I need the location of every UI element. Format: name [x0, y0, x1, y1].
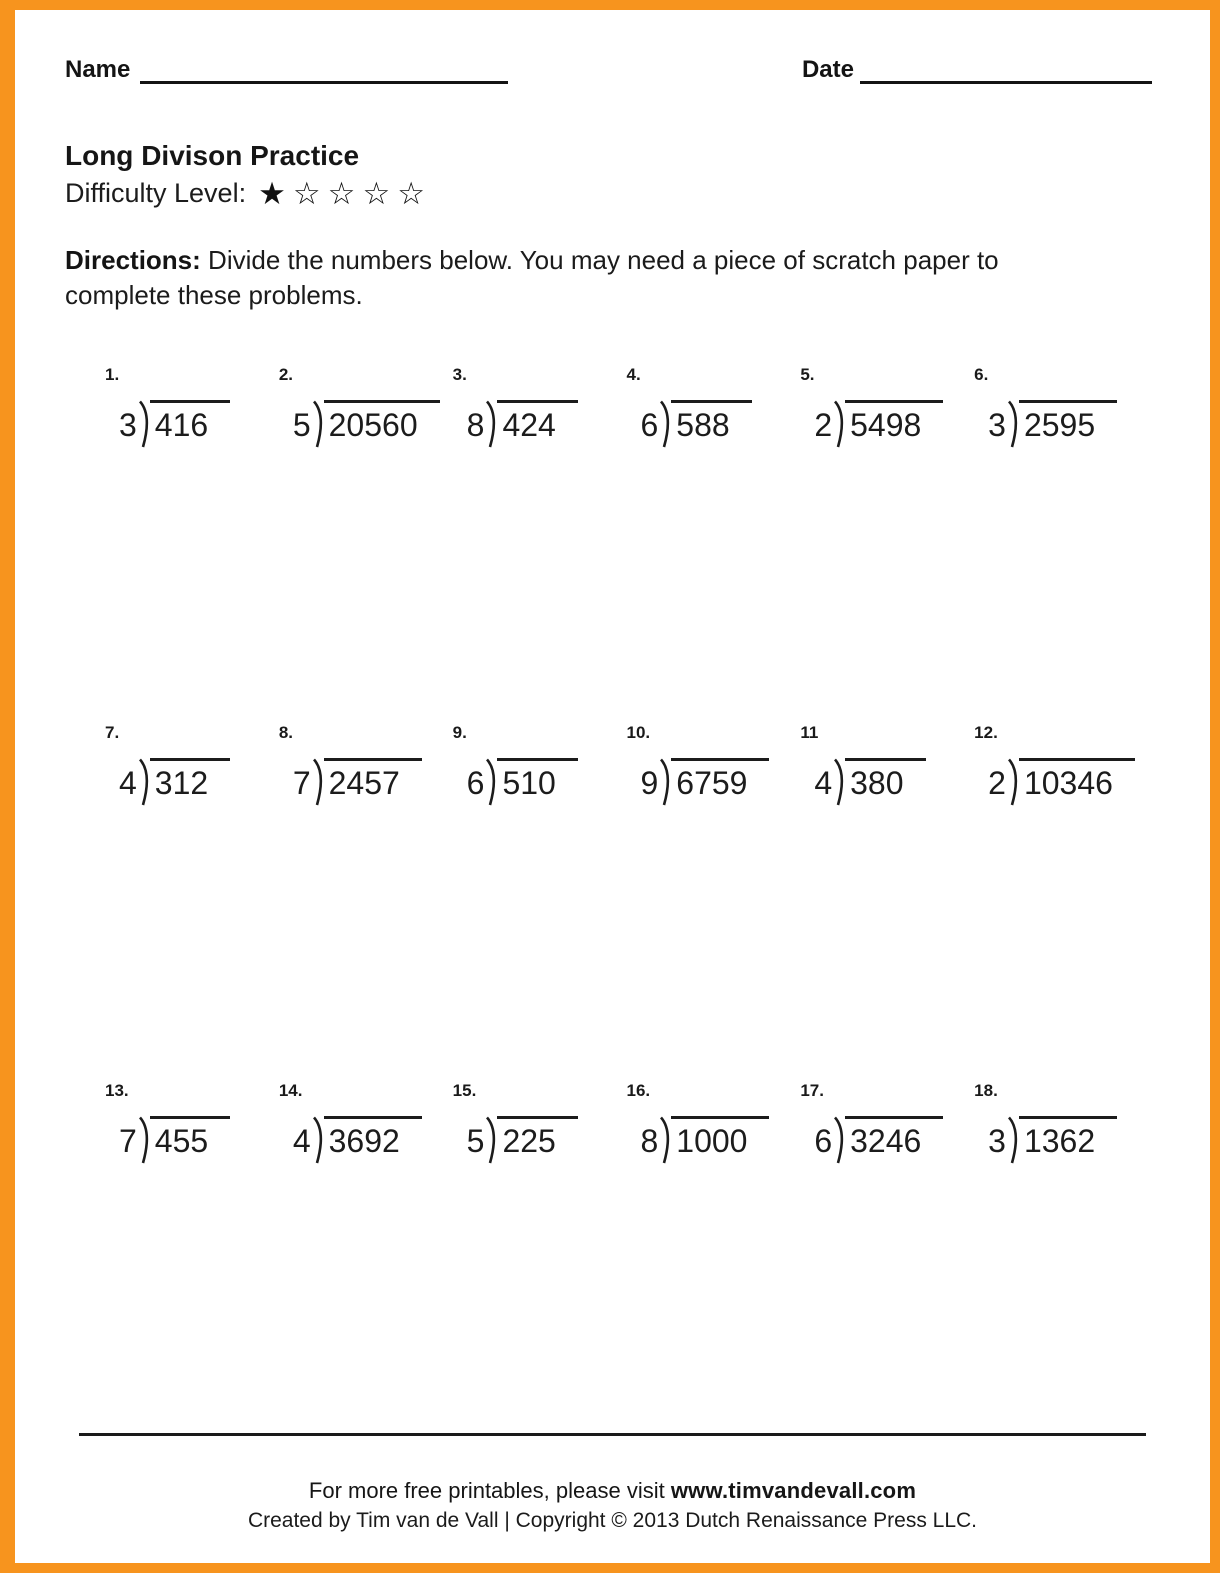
date-group — [802, 56, 1152, 84]
problem-number: 4. — [626, 365, 641, 384]
divisor: 2 — [814, 407, 833, 443]
division-problem — [626, 1081, 800, 1167]
divisor: 6 — [466, 765, 485, 801]
division-expression — [293, 1116, 422, 1165]
problem-number: 2. — [278, 365, 294, 384]
dividend: 6759 — [671, 758, 769, 807]
division-problem — [974, 365, 1148, 451]
dividend: 588 — [671, 400, 751, 449]
dividend: 380 — [845, 758, 925, 807]
divisor: 5 — [292, 407, 311, 443]
divisor: 7 — [292, 765, 311, 801]
divisor: 4 — [292, 1123, 311, 1159]
problem-number: 11 — [800, 723, 819, 742]
dividend: 5498 — [845, 400, 943, 449]
divisor: 3 — [988, 1123, 1006, 1159]
difficulty-row — [65, 178, 1152, 209]
division-expression — [293, 758, 422, 807]
problem-number: 10. — [626, 723, 651, 742]
divisor: 7 — [119, 1123, 137, 1159]
division-problem — [626, 723, 800, 809]
divisor: 3 — [988, 407, 1006, 443]
dividend: 2457 — [324, 758, 422, 807]
directions-lead: Directions: — [65, 245, 201, 275]
divisor: 4 — [814, 765, 833, 801]
division-expression — [640, 1116, 769, 1165]
division-problem — [105, 1081, 279, 1167]
dividend: 1362 — [1019, 1116, 1117, 1165]
problem-number: 7. — [105, 723, 120, 742]
division-problem — [105, 723, 279, 809]
problem-number: 1. — [105, 365, 120, 384]
divisor: 6 — [640, 407, 659, 443]
division-expression — [640, 758, 769, 807]
difficulty-label: Difficulty Level: — [65, 178, 247, 208]
division-problem — [453, 723, 627, 809]
problem-number: 8. — [278, 723, 294, 742]
date-label: Date — [801, 56, 854, 83]
division-expression — [119, 758, 230, 807]
divisor: 3 — [119, 407, 137, 443]
name-blank-line — [140, 58, 508, 84]
division-problem — [105, 365, 279, 451]
footer-visit-line — [73, 1478, 1152, 1504]
problem-number: 9. — [452, 723, 467, 742]
worksheet-title: Long Divison Practice — [65, 140, 360, 171]
divisor: 2 — [988, 765, 1006, 801]
dividend: 424 — [497, 400, 577, 449]
dividend: 416 — [150, 400, 230, 449]
division-expression — [988, 758, 1135, 807]
dividend: 510 — [497, 758, 577, 807]
division-expression — [119, 1116, 230, 1165]
directions-text — [65, 243, 1075, 313]
problem-number: 12. — [974, 723, 998, 742]
division-problem — [626, 365, 800, 451]
footer-visit-text: For more free printables, please visit — [308, 1478, 671, 1503]
problem-number: 13. — [105, 1081, 129, 1100]
divisor: 6 — [814, 1123, 833, 1159]
dividend: 3246 — [845, 1116, 943, 1165]
division-expression — [640, 400, 751, 449]
division-problem — [974, 1081, 1148, 1167]
division-problem — [279, 723, 453, 809]
division-problem — [800, 1081, 974, 1167]
footer-copyright-line: Created by Tim van de Vall | Copyright © 2013 Dutch Renaissance Press LLC. — [247, 1509, 978, 1532]
division-expression — [814, 1116, 943, 1165]
problem-number: 17. — [800, 1081, 824, 1100]
dividend: 10346 — [1019, 758, 1135, 807]
division-problem — [279, 1081, 453, 1167]
division-expression — [467, 400, 578, 449]
problem-number: 16. — [626, 1081, 651, 1100]
directions-body: Divide the numbers below. You may need a piece of scratch paper to complete these problems. — [65, 245, 999, 310]
divisor: 9 — [640, 765, 659, 801]
division-expression — [293, 400, 440, 449]
difficulty-stars-icon: ★☆☆☆☆ — [258, 176, 433, 211]
problem-number: 14. — [278, 1081, 303, 1100]
division-problem — [974, 723, 1148, 809]
dividend: 3692 — [324, 1116, 422, 1165]
footer — [73, 1433, 1152, 1533]
problem-number: 5. — [800, 365, 815, 384]
dividend: 2595 — [1019, 400, 1117, 449]
problem-number: 15. — [452, 1081, 477, 1100]
dividend: 20560 — [324, 400, 440, 449]
division-problem — [800, 723, 974, 809]
divisor: 8 — [640, 1123, 659, 1159]
problem-number: 18. — [974, 1081, 998, 1100]
name-date-row — [65, 56, 1152, 84]
division-problem — [453, 365, 627, 451]
dividend: 1000 — [671, 1116, 769, 1165]
division-expression — [814, 758, 925, 807]
divisor: 4 — [119, 765, 137, 801]
division-problem — [279, 365, 453, 451]
dividend: 455 — [150, 1116, 230, 1165]
problem-number: 3. — [452, 365, 467, 384]
problems-grid — [105, 365, 1148, 1167]
divisor: 8 — [466, 407, 485, 443]
dividend: 312 — [150, 758, 230, 807]
divisor: 5 — [466, 1123, 485, 1159]
footer-divider — [79, 1433, 1146, 1436]
name-label: Name — [65, 56, 131, 83]
division-expression — [988, 1116, 1117, 1165]
division-problem — [800, 365, 974, 451]
problem-number: 6. — [974, 365, 989, 384]
division-expression — [814, 400, 943, 449]
division-expression — [467, 1116, 578, 1165]
division-expression — [467, 758, 578, 807]
footer-website-link[interactable]: www.timvandevall.com — [670, 1478, 917, 1503]
division-expression — [119, 400, 230, 449]
division-problem — [453, 1081, 627, 1167]
dividend: 225 — [497, 1116, 577, 1165]
division-expression — [988, 400, 1117, 449]
date-blank-line — [860, 58, 1152, 84]
